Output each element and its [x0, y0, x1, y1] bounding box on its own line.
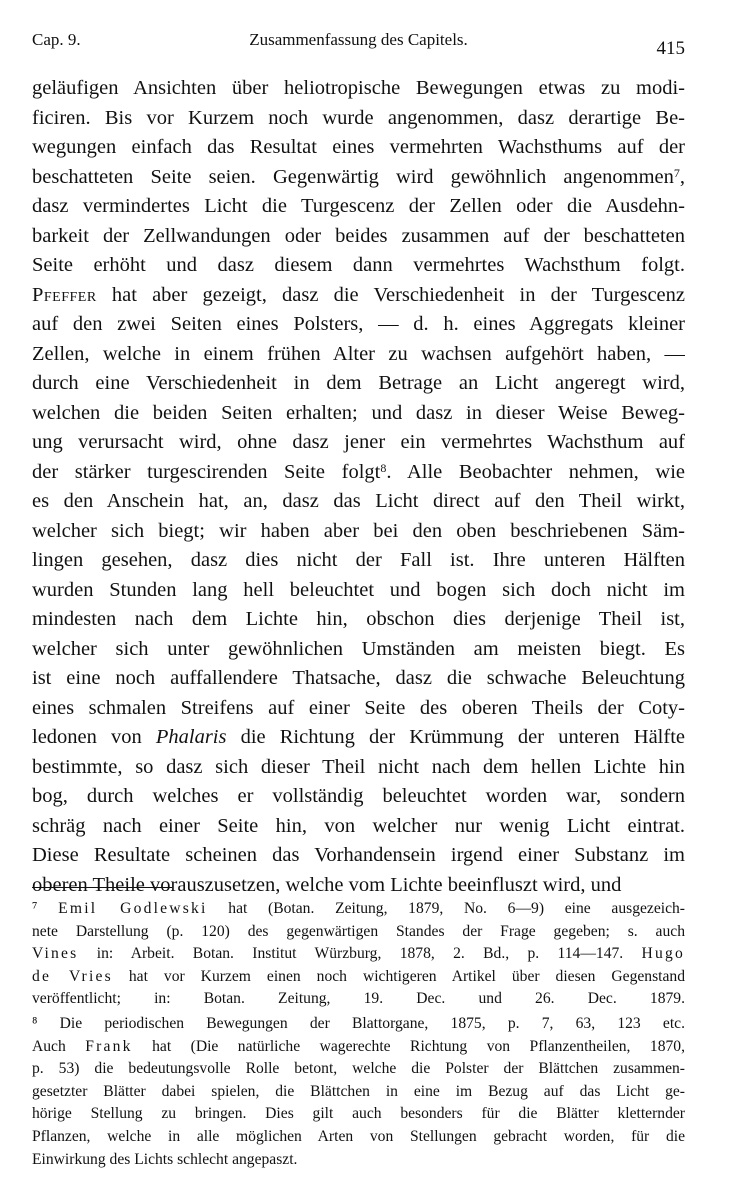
footnote-line	[32, 1013, 685, 1036]
footnote-line	[32, 966, 685, 989]
text-run: barkeit der Zellwandungen oder beides zusammen auf der beschatteten	[32, 224, 685, 247]
text-run: ung verursacht wird, ohne dasz jener ein vermehrtes Wachsthum auf	[32, 431, 685, 453]
text-run: es den Anschein hat, an, dasz das Licht direct auf den Theil wirkt,	[32, 490, 685, 512]
text-run: welcher sich unter gewöhnlichen Umständen am meisten biegt. Es	[32, 637, 685, 660]
text-run: ⁷	[32, 900, 59, 917]
body-line	[32, 222, 685, 252]
body-line	[32, 133, 685, 163]
body-line	[32, 753, 685, 783]
text-run: Seite erhöht und dasz diesem dann vermehrtes Wachsthum folgt.	[32, 254, 685, 276]
footnote-line	[32, 1149, 685, 1172]
author-name: de Vries	[32, 967, 113, 985]
body-line	[32, 605, 685, 635]
text-run: ,	[679, 165, 685, 188]
body-line	[32, 428, 685, 458]
text-run: ledonen von	[32, 726, 156, 748]
text-run: Auch	[32, 1037, 86, 1055]
author-name: Hugo	[641, 945, 685, 963]
body-line	[32, 74, 685, 104]
footnote-line	[32, 1081, 685, 1104]
body-line	[32, 310, 685, 340]
footnote-line	[32, 1058, 685, 1081]
text-run: lingen gesehen, dasz dies nicht der Fall ist. Ihre unteren Hälften	[32, 549, 685, 571]
body-line	[32, 104, 685, 134]
text-run: . Alle Beobachter nehmen, wie	[386, 460, 685, 483]
text-run: eines schmalen Streifens auf einer Seite des oberen Theils der Coty-	[32, 696, 685, 719]
text-run: wegungen einfach das Resultat eines vermehrten Wachsthums auf der	[32, 136, 685, 158]
text-run: in: Arbeit. Botan. Institut Würzburg, 1878, 2. Bd., p. 114—147.	[78, 945, 642, 963]
text-run: geläufigen Ansichten über heliotropische Bewegungen etwas zu modi-	[32, 77, 685, 99]
text-run: veröffentlicht; in: Botan. Zeitung, 19. Dec. und 26. Dec. 1879.	[32, 990, 685, 1008]
chapter-label: Cap. 9.	[32, 30, 81, 49]
body-line	[32, 576, 685, 606]
body-line	[32, 694, 685, 724]
body-line	[32, 487, 685, 517]
body-line	[32, 871, 685, 901]
text-run: hat (Die natürliche wagerechte Richtung von Pflanzentheilen, 1870,	[132, 1037, 685, 1055]
text-run: welcher sich biegt; wir haben aber bei den oben beschriebenen Säm-	[32, 519, 685, 542]
text-run: schräg nach einer Seite hin, von welcher nur wenig Licht eintrat.	[32, 814, 685, 837]
footnote-line	[32, 1126, 685, 1149]
body-line	[32, 281, 685, 311]
footnote-line	[32, 943, 685, 966]
body-line	[32, 546, 685, 576]
author-name: Vines	[32, 945, 79, 963]
author-name: Pfeffer	[32, 283, 97, 306]
running-header	[32, 30, 685, 59]
footnote-line	[32, 921, 685, 944]
body-line	[32, 664, 685, 694]
footnotes	[32, 898, 685, 1171]
author-name: Emil Godlewski	[58, 900, 208, 917]
text-run: ficiren. Bis vor Kurzem noch wurde angenommen, dasz derartige Be-	[32, 106, 685, 129]
text-run: hörige Stellung zu bringen. Dies gilt auch besonders für die Blätter kletternder	[32, 1105, 685, 1123]
footnote-line	[32, 898, 685, 921]
footnote-rule	[32, 887, 172, 888]
text-run: Einwirkung des Lichts schlecht angepaszt.	[32, 1150, 298, 1168]
footnote-marker[interactable]: 8	[380, 460, 387, 475]
body-line	[32, 192, 685, 222]
text-run: hat vor Kurzem einen noch wichtigeren Artikel über diesen Gegenstand	[112, 967, 685, 985]
text-run: welchen die beiden Seiten erhalten; und dasz in dieser Weise Beweg-	[32, 401, 685, 424]
text-run: ist eine noch auffallendere Thatsache, dasz die schwache Beleuchtung	[32, 667, 685, 689]
body-text	[32, 74, 685, 900]
footnote-line	[32, 1103, 685, 1126]
text-run: hat (Botan. Zeitung, 1879, No. 6—9) eine ausgezeich-	[207, 900, 685, 917]
body-line	[32, 369, 685, 399]
text-run: bestimmte, so dasz sich dieser Theil nicht nach dem hellen Lichte hin	[32, 755, 685, 778]
body-line	[32, 458, 685, 488]
running-title: Zusammenfassung des Capitels.	[249, 30, 468, 49]
footnote-marker[interactable]: 7	[673, 165, 680, 180]
body-line	[32, 841, 685, 871]
text-run: nete Darstellung (p. 120) des gegenwärtigen Standes der Frage gegeben; s. auch	[32, 922, 685, 940]
text-run: dasz vermindertes Licht die Turgescenz der Zellen oder die Ausdehn-	[32, 195, 685, 217]
body-line	[32, 782, 685, 812]
text-run: wurden Stunden lang hell beleuchtet und bogen sich doch nicht im	[32, 578, 685, 601]
text-run: oberen Theile vorauszusetzen, welche vom Lichte beeinfluszt wird, und	[32, 873, 622, 896]
text-run: Zellen, welche in einem frühen Alter zu wachsen aufgehört haben, —	[32, 342, 685, 365]
body-line	[32, 635, 685, 665]
text-run: beschatteten Seite seien. Gegenwärtig wird gewöhnlich angenommen	[32, 165, 674, 188]
italic-term: Phalaris	[155, 726, 227, 748]
body-line	[32, 340, 685, 370]
text-run: ⁸ Die periodischen Bewegungen der Blattorgane, 1875, p. 7, 63, 123 etc.	[32, 1014, 685, 1032]
body-line	[32, 251, 685, 281]
body-line	[32, 812, 685, 842]
text-run: bog, durch welches er vollständig beleuchtet worden war, sondern	[32, 785, 685, 807]
text-run: p. 53) die bedeutungsvolle Rolle betont, welche die Polster der Blättchen zusammen-	[32, 1060, 685, 1078]
body-line	[32, 517, 685, 547]
footnote-line	[32, 988, 685, 1011]
body-line	[32, 399, 685, 429]
text-run: durch eine Verschiedenheit in dem Betrage an Licht angeregt wird,	[32, 372, 685, 394]
text-run: mindesten nach dem Lichte hin, obschon dies derjenige Theil ist,	[32, 608, 685, 630]
text-run: auf den zwei Seiten eines Polsters, — d. h. eines Aggregats kleiner	[32, 313, 685, 335]
page-number: 415	[656, 38, 685, 59]
footnote-line	[32, 1036, 685, 1059]
text-run: hat aber gezeigt, dasz die Verschiedenheit in der Turgescenz	[96, 283, 685, 306]
author-name: Frank	[85, 1037, 133, 1055]
text-run: Pflanzen, welche in alle möglichen Arten von Stellungen gebracht worden, für die	[32, 1127, 685, 1145]
text-run: gesetzter Blätter dabei spielen, die Blättchen in eine im Bezug auf das Licht ge-	[32, 1082, 685, 1100]
body-line	[32, 723, 685, 753]
text-run: die Richtung der Krümmung der unteren Hälfte	[226, 726, 685, 748]
text-run: Diese Resultate scheinen das Vorhandensein irgend einer Substanz im	[32, 844, 685, 866]
body-line	[32, 163, 685, 193]
text-run: der stärker turgescirenden Seite folgt	[32, 460, 381, 483]
